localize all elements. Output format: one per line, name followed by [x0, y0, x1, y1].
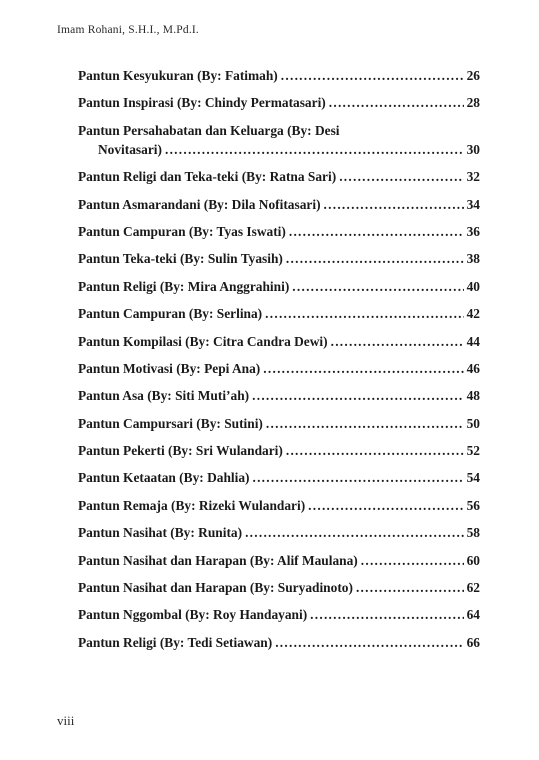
toc-entry-title: Pantun Teka-teki (By: Sulin Tyasih) — [78, 251, 283, 267]
toc-entry — [78, 277, 480, 296]
toc-entry-page: 46 — [466, 360, 480, 376]
toc-entry-page: 50 — [466, 415, 480, 431]
toc-entry — [78, 386, 480, 405]
toc-entry — [78, 249, 480, 268]
toc-entry-page: 58 — [466, 525, 480, 541]
toc-entry-page: 52 — [466, 443, 480, 459]
toc-entry-title: Pantun Campuran (By: Tyas Iswati) — [78, 223, 286, 239]
toc-dot-leader — [329, 93, 464, 112]
toc-dot-leader — [356, 578, 464, 597]
toc-entry-title: Pantun Motivasi (By: Pepi Ana) — [78, 360, 261, 376]
toc-entry-title: Pantun Religi (By: Tedi Setiawan) — [78, 634, 273, 650]
toc-dot-leader — [265, 304, 463, 323]
toc-entry — [78, 359, 480, 378]
toc-entry-title: Pantun Religi (By: Mira Anggrahini) — [78, 278, 290, 294]
toc-entry-title: Pantun Inspirasi (By: Chindy Permatasari) — [78, 95, 326, 111]
toc-entry-page: 48 — [466, 388, 480, 404]
toc-entry-title: Pantun Nasihat (By: Runita) — [78, 525, 243, 541]
toc-entry — [78, 93, 480, 112]
toc-entry — [78, 195, 480, 214]
toc-entry — [78, 468, 480, 487]
toc-entry — [78, 121, 480, 159]
toc-entry-page: 64 — [466, 607, 480, 623]
toc-entry-page: 42 — [466, 306, 480, 322]
toc-entry — [78, 414, 480, 433]
toc-dot-leader — [263, 359, 463, 378]
toc-entry-page: 54 — [466, 470, 480, 486]
running-header: Imam Rohani, S.H.I., M.Pd.I. — [57, 24, 199, 36]
toc-dot-leader — [289, 222, 464, 241]
toc-entry-title: Pantun Persahabatan dan Keluarga (By: Desi — [78, 122, 340, 138]
toc-entry-page: 60 — [466, 552, 480, 568]
toc-entry-page: 36 — [466, 223, 480, 239]
toc-entry-page: 26 — [466, 68, 480, 83]
toc-entry-page: 38 — [466, 251, 480, 267]
toc-dot-leader — [252, 386, 463, 405]
toc-entry-title: Pantun Pekerti (By: Sri Wulandari) — [78, 443, 283, 459]
toc-dot-leader — [361, 551, 464, 570]
toc-entry — [78, 441, 480, 460]
toc-dot-leader — [339, 167, 463, 186]
page-number: viii — [57, 713, 75, 728]
toc-dot-leader — [310, 605, 463, 624]
toc-entry-title: Pantun Ketaatan (By: Dahlia) — [78, 470, 250, 486]
toc-entry-title: Pantun Asmarandani (By: Dila Nofitasari) — [78, 196, 321, 212]
toc-entry-page: 66 — [466, 634, 480, 650]
toc-entry-title: Pantun Asa (By: Siti Muti’ah) — [78, 388, 250, 404]
toc-dot-leader — [165, 140, 464, 159]
toc-entry — [78, 332, 480, 351]
toc-entry-title: Pantun Kesyukuran (By: Fatimah) — [78, 68, 278, 83]
toc-entry-page: 32 — [466, 169, 480, 185]
toc-entry-title-continuation: Novitasari) — [98, 141, 162, 157]
toc-dot-leader — [324, 195, 464, 214]
toc-entry — [78, 496, 480, 515]
toc-entry-page: 44 — [466, 333, 480, 349]
toc-dot-leader — [252, 468, 463, 487]
toc-entry-page: 62 — [466, 580, 480, 596]
toc-entry-page: 40 — [466, 278, 480, 294]
toc-dot-leader — [245, 523, 464, 542]
toc-entry — [78, 551, 480, 570]
toc-entry — [78, 633, 480, 652]
toc-entry-title: Pantun Nasihat dan Harapan (By: Suryadinoto) — [78, 580, 353, 596]
toc-dot-leader — [286, 249, 464, 268]
toc-entry — [78, 523, 480, 542]
toc-entry-page: 28 — [466, 95, 480, 111]
toc-dot-leader — [275, 633, 463, 652]
toc-dot-leader — [308, 496, 463, 515]
toc-entry-title: Pantun Campursari (By: Sutini) — [78, 415, 263, 431]
toc-entry-title: Pantun Remaja (By: Rizeki Wulandari) — [78, 497, 306, 513]
toc-entry — [78, 304, 480, 323]
toc-entry-title: Pantun Nggombal (By: Roy Handayani) — [78, 607, 308, 623]
toc-entry — [78, 167, 480, 186]
toc-dot-leader — [331, 332, 464, 351]
toc-dot-leader — [292, 277, 463, 296]
toc-entry-title: Pantun Religi dan Teka-teki (By: Ratna Sari) — [78, 169, 337, 185]
toc-entry-page: 56 — [466, 497, 480, 513]
toc-entry — [78, 222, 480, 241]
toc-entry-title: Pantun Campuran (By: Serlina) — [78, 306, 263, 322]
toc-entry-page: 34 — [466, 196, 480, 212]
toc-dot-leader — [266, 414, 464, 433]
toc-dot-leader — [281, 66, 464, 85]
table-of-contents — [78, 66, 480, 660]
toc-entry-title: Pantun Nasihat dan Harapan (By: Alif Maulana) — [78, 552, 358, 568]
toc-entry-title: Pantun Kompilasi (By: Citra Candra Dewi) — [78, 333, 328, 349]
toc-entry-page: 30 — [466, 141, 480, 157]
toc-entry — [78, 66, 480, 85]
toc-entry — [78, 578, 480, 597]
toc-entry — [78, 605, 480, 624]
toc-dot-leader — [286, 441, 464, 460]
